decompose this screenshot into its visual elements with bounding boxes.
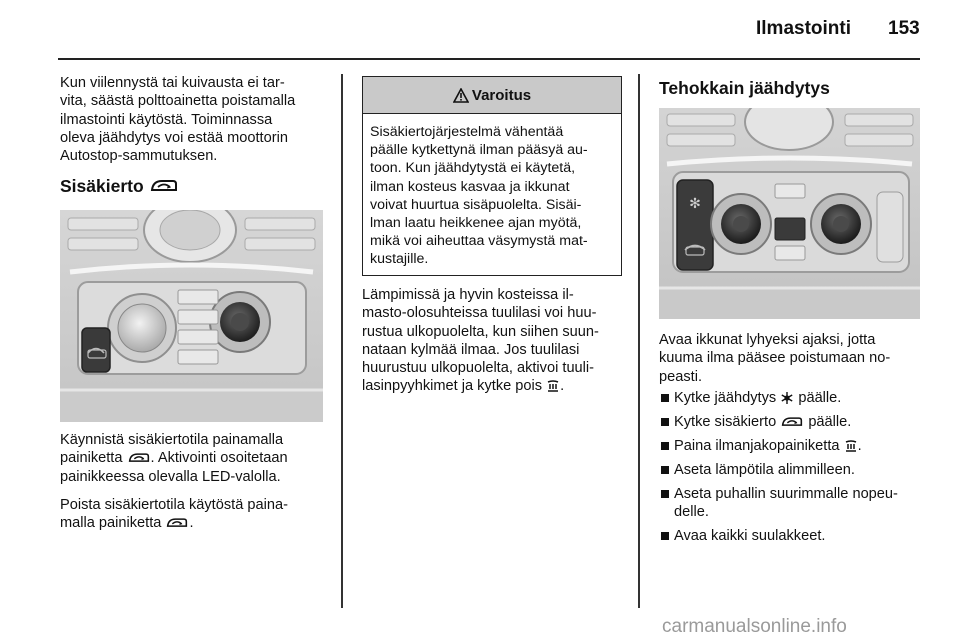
warning-title: Varoitus bbox=[471, 86, 532, 104]
recirculation-icon bbox=[780, 415, 804, 429]
warning-header bbox=[363, 77, 621, 114]
svg-text:✻: ✻ bbox=[689, 196, 701, 212]
watermark: carmanualsonline.info bbox=[662, 616, 847, 637]
column-divider-right bbox=[638, 74, 640, 608]
section-heading-max-cooling: Tehokkain jäähdytys bbox=[659, 78, 830, 98]
warning-text: Sisäkiertojärjestelmä vähentää päälle kytkettynä ilman pääsyä au- toon. Kun jäähdytystä ei käytetä, ilman kosteus kasvaa ja ikkunat voivat huurtua sisäpuolelta. Sisäi- lman laatu heikkenee ajan myötä, mikä voi aiheuttaa väsymystä mat- kustajille. bbox=[370, 124, 588, 268]
recirculation-icon bbox=[149, 177, 179, 195]
page-number: 153 bbox=[888, 18, 920, 39]
climate-panel-photo-max-cooling bbox=[659, 108, 920, 319]
section-heading-recirculation: Sisäkierto bbox=[60, 176, 179, 197]
recirculation-on-paragraph: Käynnistä sisäkiertotila painamalla painiketta . Aktivointi osoitetaan painikkeessa olevalla LED-valolla. bbox=[60, 432, 288, 485]
snowflake-icon bbox=[780, 391, 794, 405]
climate-panel-photo-recirculation bbox=[60, 210, 323, 422]
column-divider-left bbox=[341, 74, 343, 608]
recirculation-icon bbox=[127, 451, 151, 465]
page-title: Ilmastointi bbox=[756, 18, 852, 39]
windshield-airflow-icon bbox=[546, 379, 560, 393]
windshield-airflow-icon bbox=[844, 439, 858, 453]
recirculation-off-paragraph: Poista sisäkiertotila käytöstä paina- malla painiketta . bbox=[60, 497, 288, 532]
warning-box bbox=[362, 76, 622, 276]
recirculation-icon bbox=[165, 516, 189, 530]
humidity-paragraph: Lämpimissä ja hyvin kosteissa il- masto-olosuhteissa tuulilasi voi huu- rustua ulkopuolelta, kun siihen suun- nataan kylmää ilmaa. Jos tuulilasi huurustuu ulkopuolelta, aktivoi tuuli- lasinpyyhkimet ja kytke pois . bbox=[362, 287, 599, 395]
intro-paragraph: Kun viilennystä tai kuivausta ei tar- vita, säästä polttoainetta poistamalla ilmastointi käytöstä. Toiminnassa oleva jäähdytys voi estää moottorin Autostop-sammutuksen. bbox=[60, 75, 296, 165]
max-cooling-intro: Avaa ikkunat lyhyeksi ajaksi, jotta kuuma ilma pääsee poistumaan no- peasti. bbox=[659, 332, 891, 385]
header-divider bbox=[58, 58, 920, 60]
warning-triangle-icon bbox=[453, 88, 469, 103]
